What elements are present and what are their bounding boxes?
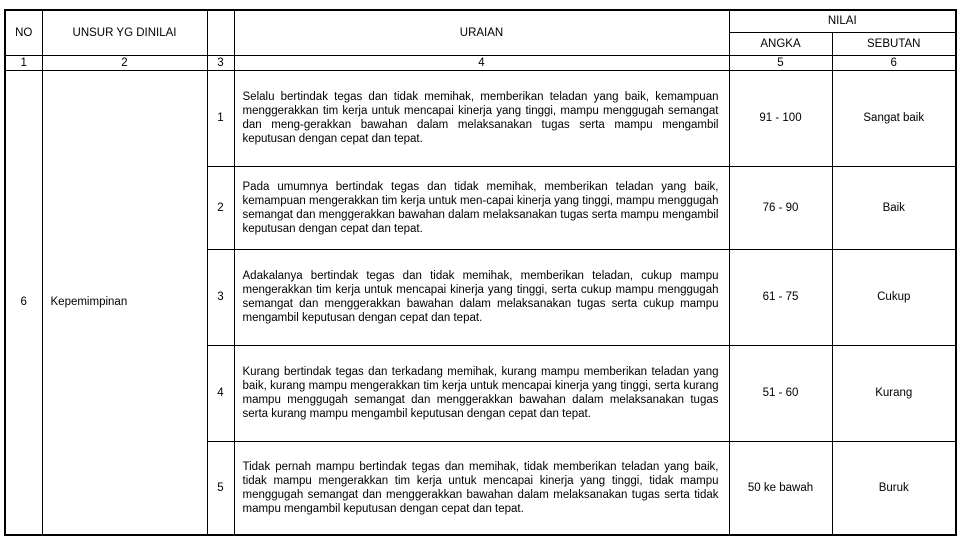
column-number: 4 [234,55,729,70]
row-index: 2 [207,166,234,249]
row-uraian: Kurang bertindak tegas dan terkadang memihak, kurang mampu memberikan teladan yang baik, kurang mampu mengerakkan tim kerja untuk mencapai kinerja yang tinggi, serta kurang mampu menggugah semangat dan menggerakkan bawahan dalam melaksanakan tugas serta kurang mampu mengambil keputusan dengan cepat dan tepat. [234,345,729,441]
row-sebutan: Kurang [832,345,956,441]
table-row [5,70,956,166]
header-angka: ANGKA [729,32,832,55]
row-angka: 91 - 100 [729,70,832,166]
header-index [207,10,234,55]
row-index: 1 [207,70,234,166]
row-uraian: Selalu bertindak tegas dan tidak memihak, memberikan teladan yang baik, kemampuan menggerakkan tim kerja untuk mencapai kinerja yang tinggi, mampu menggugah semangat dan meng-gerakkan bawahan dalam melaksanakan tugas serta mampu mengambil keputusan dengan cepat dan tepat. [234,70,729,166]
row-sebutan: Buruk [832,441,956,535]
row-angka: 61 - 75 [729,249,832,345]
row-sebutan: Cukup [832,249,956,345]
row-index: 5 [207,441,234,535]
row-angka: 50 ke bawah [729,441,832,535]
column-number: 6 [832,55,956,70]
row-angka: 76 - 90 [729,166,832,249]
row-uraian: Tidak pernah mampu bertindak tegas dan memihak, tidak memberikan teladan yang baik, tidak mampu mengerakkan tim kerja untuk mencapai kinerja yang tinggi, tidak mampu menggugah semangat dan menggerakkan bawahan dalam melaksanakan tugas serta tidak mampu mengambil keputusan dengan cepat dan tepat. [234,441,729,535]
row-angka: 51 - 60 [729,345,832,441]
column-number-row [5,55,956,70]
row-sebutan: Baik [832,166,956,249]
header-unsur: UNSUR YG DINILAI [42,10,207,55]
row-uraian: Adakalanya bertindak tegas dan tidak memihak, memberikan teladan, cukup mampu mengerakkan tim kerja untuk mencapai kinerja yang tinggi, serta cukup mampu menggugah semangat dan menggerakkan bawahan dalam melaksanakan tugas serta cukup mampu mengambil keputusan dengan cepat dan tepat. [234,249,729,345]
row-sebutan: Sangat baik [832,70,956,166]
row-index: 3 [207,249,234,345]
header-uraian: URAIAN [234,10,729,55]
column-number: 1 [5,55,42,70]
section-number: 6 [5,70,42,535]
header-no: NO [5,10,42,55]
column-number: 2 [42,55,207,70]
column-number: 3 [207,55,234,70]
assessment-table [4,9,957,536]
row-index: 4 [207,345,234,441]
row-uraian: Pada umumnya bertindak tegas dan tidak memihak, memberikan teladan yang baik, kemampuan mengerakkan tim kerja untuk men-capai kinerja yang tinggi, mampu menggugah semangat dan menggerakkan bawahan dalam melaksanakan tugas serta mampu mengambil keputusan dengan cepat dan tepat. [234,166,729,249]
header-sebutan: SEBUTAN [832,32,956,55]
header-nilai: NILAI [729,10,956,32]
section-unsur: Kepemimpinan [42,70,207,535]
column-number: 5 [729,55,832,70]
